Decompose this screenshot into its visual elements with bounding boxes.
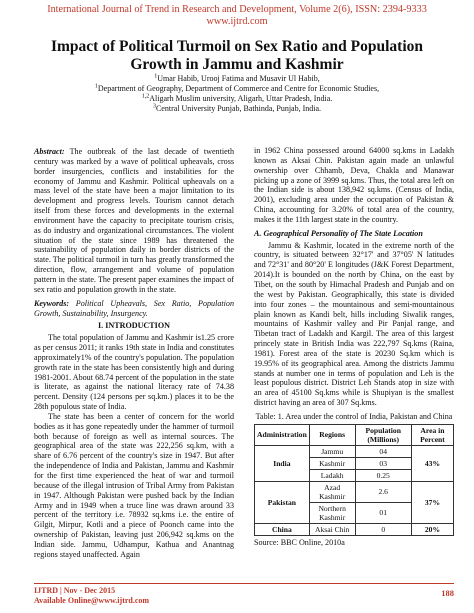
abstract-text: The outbreak of the last decade of twentieth century was marked by a wave of political upheavals, cross border insurgencies, conflicts and instabilities for the economy of Jammu and Kashmir. Political upheavals on a mass level of the state have been a major limitation to its development and progress levels. Tourism cannot detach itself from these forces and developments in the external environment have the capacity to precipitate tourism crisis, as do industry and organizational circumstances. The violent situation of the state since 1989 has threatened the sustainability of population daily in border districts of the state. The political turmoil in turn has greatly transformed the direction, flow, arrangement and volume of population pattern in the state. The present paper examines the impact of sex ratio and population growth in the state. — [34, 147, 234, 294]
table-cell-region: Aksai Chin — [309, 523, 355, 535]
intro-paragraph-1: The total population of Jammu and Kashmir is1.25 crore as per census 2011; it ranks 19th state in India and constitutes approximately1% of the country's population. The population growth rate in the state has been consistently high and during 1981-2001. About 68.74 percent of the population in the state is literate, as against the national literacy rate of 74.38 percent. Density (124 persons per sq.km.) places it to be the 28th populous state of India. — [34, 333, 234, 412]
table-cell-pop: 0 — [355, 523, 411, 535]
table-cell-pop: 04 — [355, 445, 411, 457]
table-cell-area: 20% — [411, 523, 453, 535]
table-header-cell: Area in Percent — [411, 424, 453, 445]
keywords-text: Political Upheavals, Sex Ratio, Population Growth, Sustainability, Insurgency. — [34, 298, 234, 318]
author-names-text: Umar Habib, Urooj Fatima and Musavir Ul Habib, — [157, 74, 320, 83]
paper-title: Impact of Political Turmoil on Sex Ratio and Population Growth in Jammu and Kashmir — [50, 38, 424, 73]
affiliation-1-text: Department of Geography, Department of Commerce and Centre for Economic Studies, — [97, 84, 380, 93]
affiliation-3: $^3$Central University Punjab, Bathinda, Punjab, India. — [152, 103, 322, 113]
table-cell-area: 43% — [411, 445, 453, 481]
table-header-cell: Regions — [309, 424, 355, 445]
table-cell-region: Ladakh — [309, 469, 355, 481]
table-header-row — [255, 424, 454, 445]
author-names: $^1$Umar Habib, Urooj Fatima and Musavir Ul Habib, — [154, 73, 320, 83]
right-column — [254, 146, 454, 548]
table-row — [255, 481, 454, 502]
right-paragraph-2: Jammu & Kashmir, located in the extreme north of the country, is situated between 32°17' and 37°05' N latitudes and 72°31' and 80°20' E longitudes (J&K Forest Department, 2014).It is bounded on the north by China, on the east by Tibet, on the south by Himachal Pradesh and Punjab and on the west by Pakistan. Geographically, this state is divided into four zones – the mountainous and semi-mountainous plain known as Kandi belt, hills including Siwalik ranges, mountains of Kashmir valley and Pir Panjal range, and Tibetan tract of Ladakh and Kargil. The area of this largest princely state in British India was 222,797 Sq.kms (Raina, 1981). Forest area of the state is 20230 Sq.km which is 19.95% of its geographical area. Among the districts Jammu stands at number one in terms of population and Leh is the least populous district. District Leh Stands atop in size with an area of 45100 Sq.kms while is Shupiyan is the smallest district having an area of 307 Sq.kms. — [254, 240, 454, 408]
table-cell-admin: Pakistan — [255, 481, 310, 523]
journal-website[interactable]: www.ijtrd.com — [206, 16, 268, 27]
keywords-label: Keywords: — [34, 298, 70, 308]
table-cell-pop: 2.6 — [355, 481, 411, 502]
table-cell-region: Northern Kashmir — [309, 502, 355, 523]
footer-divider — [34, 583, 454, 584]
affiliation-1: $^1$Department of Geography, Department of Commerce and Centre for Economic Studies, — [94, 83, 380, 93]
page-number: 188 — [441, 588, 454, 598]
table-cell-region: Kashmir — [309, 457, 355, 469]
intro-paragraph-2: The state has been a center of concern for the world bodies as it has gone repeatedly under the hammer of turmoil both because of foreign as well as internal sources. The geographical area of the state was 222,256 sq.km, with a share of 6.76 percent of the country's size in 1947. But after the independence of India and Pakistan, Jammu and Kashmir for the first time experienced the heat of war and turmoil because of the illegal intrusion of Tribal Army from Pakistan in 1947. Although Pakistan were pushed back by the Indian Army and in 1949 when a truce line was drawn around 33 percent of the territory i.e. 78932 sq.kms i.e. the entire of Gilgit, Mirpur, Kotli and a piece of Poonch came into the ownership of Pakistan, leaving just 206,942 sq.kms on the Indian side. Jammu, Udhampur, Kathua and Anantnag regions stayed unaffected. Again — [34, 411, 234, 559]
affiliation-3-text: Central University Punjab, Bathinda, Punjab, India. — [155, 104, 322, 113]
abstract — [34, 147, 234, 295]
footer-website[interactable]: Available Online@www.ijtrd.com — [34, 596, 150, 605]
table-cell-admin: India — [255, 445, 310, 481]
journal-line: International Journal of Trend in Research and Development, Volume 2(6), ISSN: 2394-9333 — [47, 4, 427, 15]
author-block — [40, 74, 434, 114]
table-cell-pop: 01 — [355, 502, 411, 523]
journal-header — [0, 4, 474, 28]
table-row — [255, 523, 454, 535]
table-source: Source: BBC Online, 2010a — [254, 537, 345, 547]
table-cell-admin: China — [255, 523, 310, 535]
area-table — [254, 424, 454, 536]
table-header-cell: Population (Millions) — [355, 424, 411, 445]
footer-issue: IJTRD | Nov - Dec 2015 — [34, 586, 116, 595]
table-header-cell: Administration — [255, 424, 310, 445]
left-column — [34, 147, 234, 560]
section-heading-introduction: I. INTRODUCTION — [98, 321, 170, 331]
table-cell-area: 37% — [411, 481, 453, 523]
table-cell-pop: 0.25 — [355, 469, 411, 481]
table-caption: Table: 1. Area under the control of India, Pakistan and China — [255, 411, 453, 421]
subsection-heading-geography: A. Geographical Personality of The State Location — [254, 228, 423, 238]
affiliation-2-text: Aligarh Muslim university, Aligarh, Uttar Pradesh, India. — [149, 94, 333, 103]
table-cell-region: Jammu — [309, 445, 355, 457]
keywords — [34, 299, 234, 319]
table-row — [255, 445, 454, 457]
right-paragraph-1: in 1962 China possessed around 64000 sq.kms in Ladakh known as Aksai Chin. Pakistan again made an unlawful ownership over Chhamb, Deva, Chakla and Manawar picking up a zone of 3999 sq.kms. Thus, the total area left on the Indian side is about 138,942 sq.kms. (Census of India, 2001), excluding area under the occupation of Pakistan & China, accounting for 3.20% of total area of the country, makes it the 11th largest state in the country. — [254, 146, 454, 224]
table-cell-region: Azad Kashmir — [309, 481, 355, 502]
abstract-label: Abstract: — [34, 147, 65, 156]
table-cell-pop: 03 — [355, 457, 411, 469]
affiliation-2: $^{1,2}$Aligarh Muslim university, Aligarh, Uttar Pradesh, India. — [141, 93, 333, 103]
